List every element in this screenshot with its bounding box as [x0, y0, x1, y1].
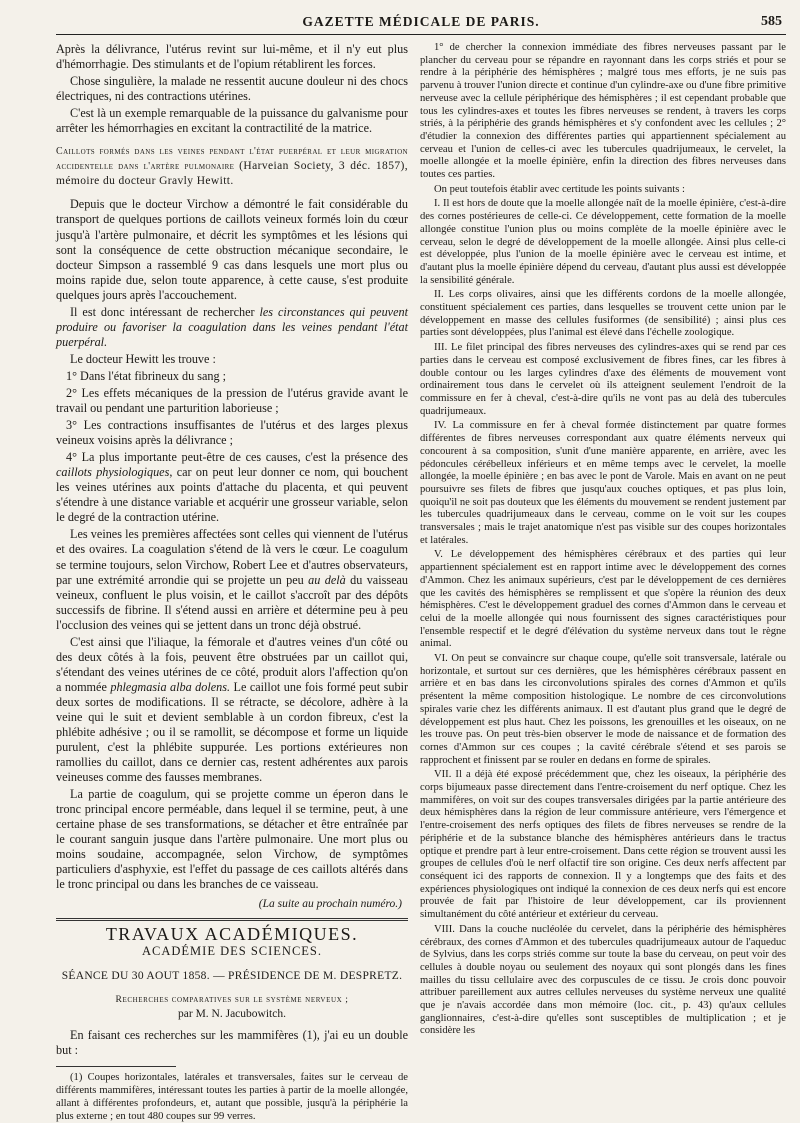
- paragraph: Chose singulière, la malade ne ressentit aucune douleur ni des chocs électriques, ni des contractions utérines.: [56, 74, 408, 104]
- emphasis: caillots physiologiques: [56, 465, 170, 480]
- list-item: 1° Dans l'état fibrineux du sang ;: [66, 368, 227, 383]
- footnote: (1) Coupes horizontales, latérales et transversales, faites sur le cerveau de différents mammifères, intéressant toutes les parties à partir de la moelle allongée, allant à différentes profondeurs, et, autant que possible, jusqu'à la périphérie la plus externe ; en tout 480 coupes sur 99 verres.: [56, 1071, 408, 1122]
- paragraph: En faisant ces recherches sur les mammifères (1), j'ai eu un double but :: [56, 1027, 408, 1057]
- paragraph: VIII. Dans la couche nucléolée du cervelet, dans la périphérie des hémisphères cérébraux, des cornes d'Ammon et des tubercules quadrijumeaux autour de l'aqueduc de Sylvius, dans les corps striés comme sur toute la base du cerveau, on peut voir des cellules à double noyau ou seulement des noyaux qui sont plongés dans les fines mailles du tissu cellulaire avec des corpuscules de ce tissu. Je crois donc pouvoir attribuer pareillement aux autres cellules nerveuses du système nerveux une qualité que je n'avais accordée dans mon mémoire (loc. cit., p. 43) qu'aux cellules ganglionnaires, c'est-à-dire qu'elles sont susceptibles de multiplication ; et je considère les: [420, 923, 786, 1037]
- paragraph: Le docteur Hewitt les trouve :: [70, 351, 216, 366]
- session-line: SÉANCE DU 30 AOUT 1858. — PRÉSIDENCE DE M. DESPRETZ.: [61, 969, 403, 982]
- list-item: 2° Les effets mécaniques de la pression de l'utérus gravide avant le travail ou pendant une parturition laborieuse ;: [56, 385, 408, 416]
- article-title: Recherches comparatives sur le système nerveux ;: [115, 993, 349, 1005]
- text-run: Il est donc intéressant de rechercher: [70, 304, 255, 319]
- text-run: Les veines les premières affectées sont celles qui viennent de l'utérus et des ovaires. La coagulation s'étend de là vers le cœur. Le coagulum se termine toujours, selon Virchow, Robert Lee et d'autres observateurs, par une extrémité arrondie qui se projette un peu: [56, 527, 408, 587]
- paragraph: [56, 527, 408, 632]
- left-column: [56, 42, 409, 1122]
- article-author: par M. N. Jacubowitch.: [178, 1007, 286, 1020]
- continued-note: (La suite au prochain numéro.): [258, 897, 402, 910]
- emphasis: les circonstances qui peuvent produire ou favoriser la coagulation dans les veines pendant l'état puerpéral.: [56, 304, 408, 349]
- paragraph: V. Le développement des hémisphères cérébraux et des parties qui leur appartiennent spécialement est en rapport intime avec le développement des cornes d'Ammon. Chez les animaux supérieurs, c'est par le développement de ces dernières que les cavités des hémisphères se remplissent et que s'opère la réunion des deux hémisphères. C'est le développement graduel des cornes d'Ammon dans le cerveau et celui de la moelle allongée qui nous fournissent des signes caractéristiques pour l'ensemble respectif et le degré d'élévation du système nerveux dans tout le règne animal.: [420, 549, 786, 650]
- article-heading: [56, 144, 408, 189]
- paragraph: IV. La commissure en fer à cheval formée distinctement par quatre formes différentes de fibres nerveuses correspondant aux quatre éléments nerveux qui concourent à sa composition, s'unit d'une manière apparente, en arrière, avec les pédoncules cérébelleux inférieurs et en même temps avec le cervelet, la moelle allongée, la moelle épinière ; en bas avec le pont de Varole. Mais en avant on ne peut poursuivre ses filets de fibres que jusqu'aux couches optiques, et pas plus loin, quoiqu'il ne soit pas douteux que les éléments du mouvement se rendent justement par les tubercules quadrijumeaux dans le cerveau, comme on le voit sur les coupes transversales ; mais le trajet anatomique n'est pas visible sur des coupes horizontales et latérales.: [420, 420, 786, 546]
- paragraph: [56, 635, 408, 785]
- running-title: GAZETTE MÉDICALE DE PARIS.: [302, 14, 540, 29]
- section-title: TRAVAUX ACADÉMIQUES.: [105, 923, 359, 944]
- text-run: 4° La plus importante peut-être de ces causes, c'est la présence des: [66, 450, 408, 465]
- paragraph: La partie de coagulum, qui se projette comme un éperon dans le tronc principal encore perméable, dans lequel il se termine, peut, à une certaine phase de ses transformations, se détacher et être entraînée par le courant sanguin jusque dans l'artère pulmonaire. Une mort plus ou moins soudaine, accompagnée, selon Virchow, de symptômes particuliers d'asphyxie, est l'effet du passage de ces caillots altérés dans le tronc principal ou dans les branches de ce vaisseau.: [56, 787, 408, 892]
- paragraph: Après la délivrance, l'utérus revint sur lui-même, et il n'y eut plus d'hémorrhagie. Des stimulants et de l'opium rétablirent les forces.: [56, 42, 408, 72]
- section-subtitle: ACADÉMIE DES SCIENCES.: [142, 943, 322, 958]
- article-heading-title: Caillots formés dans les veines pendant l'état puerpéral et leur migration accidentelle dans l'artère pulmonaire: [56, 146, 408, 173]
- text-run: du vaisseau veineux, confluent le plus voisin, et le caillot s'accroît par des dépôts successifs de fibrine. Il s'étend aussi en arrière et détermine peu à peu l'occlusion des veines qui se jettent dans un tronc déjà obstrué.: [56, 572, 409, 632]
- page-header: [56, 10, 786, 35]
- paragraph: VI. On peut se convaincre sur chaque coupe, qu'elle soit transversale, latérale ou horizontale, et surtout sur ces dernières, que les hémisphères cérébraux passent en arrière et en bas dans les circonvolutions spirales des cornes d'Ammon et qu'ils présentent la même composition histologique. Le nombre de ces circonvolutions spirales varie chez les différents animaux. Il est d'autant plus grand que le degré de développement est plus haut. Chez les poissons, les grenouilles et les oiseaux, on ne les trouve pas. On peut très-bien observer le mode de naissance et de formation des cornes d'Ammon sur ces coupes ; la cavité cérébrale s'étend et ses parois se rapprochent et finissent par se rouler en dedans en forme de spirales.: [420, 653, 786, 766]
- right-column: [420, 42, 786, 1037]
- paragraph: [56, 305, 408, 350]
- section-divider: [56, 918, 408, 921]
- text-run: , car on peut leur donner ce nom, qui bouchent les veines utérines aux points d'attache du placenta, et qui peuvent s'étendre à une distance variable et acquérir une grosseur variable, selon le degré de la contraction utérine.: [56, 465, 408, 525]
- text-run: C'est ainsi que l'iliaque, la fémorale et d'autres veines d'un côté ou des deux côtés à la fois, peuvent être obstruées par un caillot qui, s'étendant des veines utérines de ce côté, produit alors l'affection qu'on a nommée: [56, 634, 408, 694]
- paragraph: III. Le filet principal des fibres nerveuses des cylindres-axes qui se rend par ces parties dans le cerveau est composé exclusivement de fibres fines, car les fibres à double contour ou les larges cylindres d'axe des éléments de mouvement vont ordinairement tous dans le cervelet où ils atteignent seulement l'endroit de la commissure en fer à cheval, c'est-à-dire qu'ils ne vont pas au delà des tubercules quadrijumeaux.: [420, 342, 786, 417]
- emphasis: au delà: [308, 572, 346, 587]
- footnote-divider: [56, 1066, 176, 1067]
- list-item: 3° Les contractions insuffisantes de l'utérus et des larges plexus veineux voisins après la délivrance ;: [56, 418, 408, 448]
- paragraph: On peut toutefois établir avec certitude les points suivants :: [434, 183, 685, 195]
- paragraph: VII. Il a déjà été exposé précédemment que, chez les oiseaux, la périphérie des corps bijumeaux passe directement dans l'entre-croisement du nerf optique. Chez les mammifères, on voit sur des coupes transversales dirigées par la partie antérieure des deux hémisphères dans la région de leur commissure antérieure, vers l'émergence et l'entre-croisement des nerfs optiques des filets de fibres nerveuses se rendre de la périphérie et de la substance blanche des hémisphères antérieurs dans le tractus optique et prendre part à leur entre-croisement. Dans cette région se trouvent aussi les groupes de cellules d'où le nerf olfactif tire son origine. Ces deux nerfs affectent par conséquent ici des rapports de connexion. Il y a longtemps que des faits et des expériences physiologiques ont indiqué la connexion de ces deux nerfs qui est encore prouvée de fait par l'histoire de leur développement, car ils proviennent simultanément du côté antérieur et extérieur du cerveau.: [420, 769, 786, 921]
- page-number: 585: [761, 14, 782, 29]
- paragraph: 1° de chercher la connexion immédiate des fibres nerveuses passant par le plancher du cerveau pour se répandre en rayonnant dans les corps striés et pour se rendre à la périphérie des hémisphères ; malgré tous mes efforts, je ne suis pas parvenu à trouver l'union directe et continue d'un cylindre-axe ou d'une fibre primitive nerveuse avec la cellule périphérique des hémisphères ; il est cependant probable que tous les cylindres-axes et toutes les fibres nerveuses se rendent, à travers les corps striés, à la périphérie des grands hémisphères et s'y confondent avec les cellules ; 2° d'étudier la connexion des différentes parties qui appartiennent spécialement au cerveau et l'union de celles-ci avec les tubercules quadrijumeaux, le cervelet, la moelle allongée et la moelle épinière, enfin la direction des fibres nerveuses dans toutes ces parties.: [420, 42, 786, 181]
- paragraph: Depuis que le docteur Virchow a démontré le fait considérable du transport de quelques portions de caillots veineux formés loin du cœur jusqu'à l'artère pulmonaire, et décrit les symptômes et les lésions qui sont la conséquence de cette obstruction mécanique secondaire, le docteur Simpson a rassemblé 9 cas dans lesquels une mort plus ou moins rapide due, selon toute apparence, à cette cause, s'est produite quelques jours après l'accouchement.: [56, 197, 408, 302]
- paragraph: I. Il est hors de doute que la moelle allongée naît de la moelle épinière, c'est-à-dire des cornes postérieures de celle-ci. Ce développement, cette formation de la moelle allongée constitue l'union plus ou moins complète de la moelle épinière avec le cerveau, selon le degré de développement de la moelle allongée. Ainsi plus celle-ci est développée, plus l'union de la moelle épinière avec le cerveau est intime, et d'autant plus la moelle épinière dépend du cerveau, d'autant plus aussi est développée la sensibilité générale.: [420, 198, 786, 286]
- paragraph: C'est là un exemple remarquable de la puissance du galvanisme pour arrêter les hémorrhagies en excitant la contractilité de la matrice.: [56, 106, 408, 136]
- emphasis: phlegmasia alba dolens.: [110, 679, 231, 694]
- text-run: Le caillot une fois formé peut subir deux sortes de modifications. Il se rétracte, se décolore, adhère à la veine qui le suit et devient semblable à un cordon fibreux, c'est la phlébite adhésive ; ou il se ramollit, se décompose et forme un liquide purulent, c'est la phlébite suppurée. Les portions extérieures non ramollies du caillot, dans ce dernier cas, restent adhérentes aux parois veineuses comme des fausses membranes.: [56, 679, 409, 785]
- paragraph: II. Les corps olivaires, ainsi que les différents cordons de la moelle allongée, constituent spécialement ces parties, dans lesquelles se trouvent cette union par le développement en masse des cellules fusiformes (de sensibilité) ; ainsi plus ces parties sont développées, plus l'animal est élevé dans l'échelle zoologique.: [420, 289, 786, 339]
- article-heading-source: (Harveian Society, 3 déc. 1857), mémoire du docteur Gravly Hewitt.: [56, 160, 408, 188]
- list-item: [56, 450, 408, 525]
